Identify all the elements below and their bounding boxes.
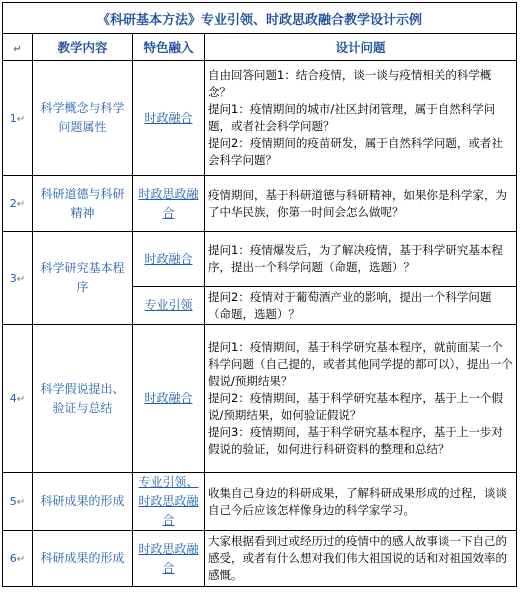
question-line: 提问1：疫情期间，基于科学研究基本程序，就前面某一个科学问题（自己提的，或者其他同学提的都可以），提出一个假说/预期结果？ xyxy=(208,340,513,388)
question-line: 提问2：疫情对于葡萄酒产业的影响，提出一个科学问题（命题，选题）？ xyxy=(208,289,492,321)
header-design: 设计问题 xyxy=(205,34,517,61)
question-line: 提问2：疫情期间，基于科学研究基本程序，基于上一个假说/预期结果，如何验证假说？ xyxy=(208,391,503,422)
table-row xyxy=(3,176,517,232)
row-content: 科学研究基本程序 xyxy=(33,232,133,325)
title-row xyxy=(3,3,517,34)
row-number: 1↵ xyxy=(3,61,33,176)
table-row xyxy=(3,232,517,287)
paragraph-mark-icon: ↵ xyxy=(13,43,22,55)
row-questions xyxy=(205,325,517,473)
row-content: 科学假说提出、验证与总结 xyxy=(33,325,133,473)
table-row xyxy=(3,473,517,531)
row-number: 5↵ xyxy=(3,473,33,531)
document-table-container xyxy=(2,2,516,587)
teaching-design-table xyxy=(2,2,517,587)
row-number: 4↵ xyxy=(3,325,33,473)
row-feature: 时政融合 xyxy=(133,325,205,473)
row-questions xyxy=(205,232,517,287)
question-line: 自由回答问题1：结合疫情，谈一谈与疫情相关的科学概念？ xyxy=(208,68,492,99)
row-questions xyxy=(205,61,517,176)
row-feature-2: 专业引领 xyxy=(133,287,205,325)
header-row xyxy=(3,34,517,61)
row-number: 6↵ xyxy=(3,531,33,587)
row-questions xyxy=(205,176,517,232)
row-content: 科研成果的形成 xyxy=(33,531,133,587)
row-questions xyxy=(205,473,517,531)
row-content: 科研道德与科研精神 xyxy=(33,176,133,232)
row-content: 科学概念与科学问题属性 xyxy=(33,61,133,176)
question-line: 提问1：疫情爆发后，为了解决疫情，基于科学研究基本程序，提出一个科学问题（命题，选题）？ xyxy=(208,243,503,274)
row-feature: 时政思政融合 xyxy=(133,531,205,587)
table-row xyxy=(3,531,517,587)
header-feature: 特色融入 xyxy=(133,34,205,61)
row-feature: 时政融合 xyxy=(133,232,205,287)
question-line: 疫情期间，基于科研道德与科研精神，如果你是科学家，为了中华民族，你第一时间会怎么做呢？ xyxy=(208,187,507,219)
table-row xyxy=(3,61,517,176)
row-questions xyxy=(205,531,517,587)
question-line: 提问2：疫情期间的疫苗研发，属于自然科学问题，或者社会科学问题？ xyxy=(208,136,503,167)
row-questions-2 xyxy=(205,287,517,325)
question-line: 提问3：疫情期间，基于科学研究基本程序，基于上一步对假说的验证，如何进行科研资料的整理和总结？ xyxy=(208,425,503,456)
row-number: 2↵ xyxy=(3,176,33,232)
question-line: 提问1：疫情期间的城市/社区封闭管理，属于自然科学问题，或者社会科学问题？ xyxy=(208,102,496,133)
question-line: 大家根据看到过或经历过的疫情中的感人故事谈一下自己的感受，或者有什么想对我们伟大祖国说的话和对祖国效率的感慨。 xyxy=(208,534,507,582)
table-row xyxy=(3,325,517,473)
table-title: 《科研基本方法》专业引领、时政思政融合教学设计示例 xyxy=(3,3,517,34)
row-feature: 专业引领、时政思政融合 xyxy=(133,473,205,531)
header-num-cell xyxy=(3,34,33,61)
row-feature: 时政思政融合 xyxy=(133,176,205,232)
question-line: 收集自己身边的科研成果，了解科研成果形成的过程，谈谈自己今后应该怎样像身边的科学家学习。 xyxy=(208,485,507,517)
row-number: 3↵ xyxy=(3,232,33,325)
row-content: 科研成果的形成 xyxy=(33,473,133,531)
row-feature: 时政融合 xyxy=(133,61,205,176)
header-content: 教学内容 xyxy=(33,34,133,61)
